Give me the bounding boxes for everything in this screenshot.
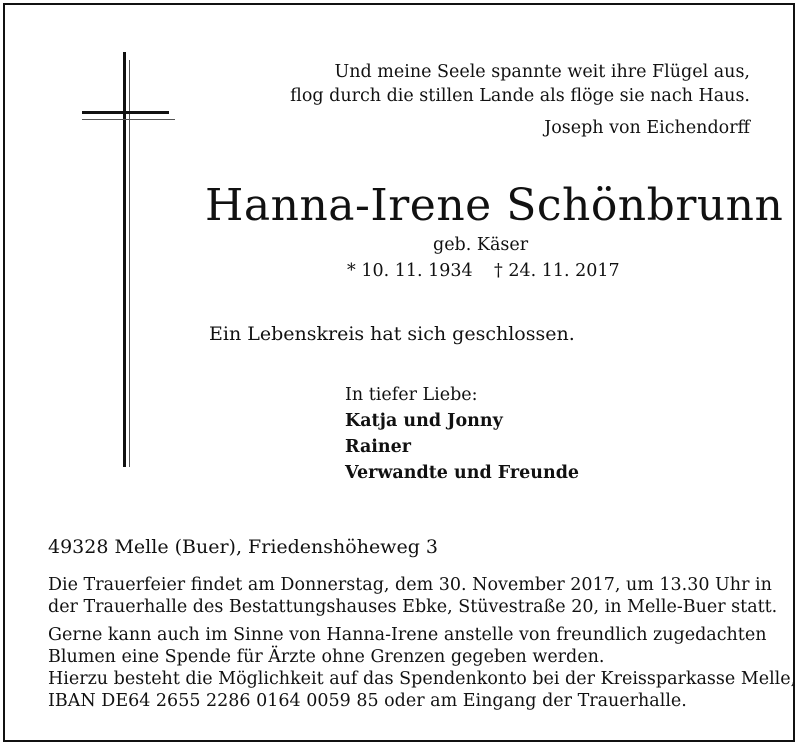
quote-author: Joseph von Eichendorff bbox=[544, 118, 750, 138]
statement: Ein Lebenskreis hat sich geschlossen. bbox=[209, 323, 575, 345]
quote-line-2: flog durch die stillen Lande als flöge sie nach Haus. bbox=[290, 86, 750, 106]
mourner-name: Rainer bbox=[345, 437, 412, 457]
death-date: † 24. 11. 2017 bbox=[494, 261, 620, 281]
quote-line-1: Und meine Seele spannte weit ihre Flügel aus, bbox=[334, 62, 750, 82]
mourners-intro: In tiefer Liebe: bbox=[345, 385, 478, 405]
donation-line: IBAN DE64 2655 2286 0164 0059 85 oder am Eingang der Trauerhalle. bbox=[48, 691, 687, 711]
birth-date: * 10. 11. 1934 bbox=[347, 261, 473, 281]
funeral-line: der Trauerhalle des Bestattungshauses Ebke, Stüvestraße 20, in Melle-Buer statt. bbox=[48, 597, 778, 617]
funeral-line: Die Trauerfeier findet am Donnerstag, dem 30. November 2017, um 13.30 Uhr in bbox=[48, 575, 772, 595]
maiden-name: geb. Käser bbox=[433, 235, 529, 255]
donation-line: Hierzu besteht die Möglichkeit auf das Spendenkonto bei der Kreissparkasse Melle, bbox=[48, 669, 797, 689]
donation-info bbox=[48, 624, 796, 712]
address: 49328 Melle (Buer), Friedenshöheweg 3 bbox=[48, 536, 438, 558]
mourner-name: Katja und Jonny bbox=[345, 411, 503, 431]
deceased-name: Hanna-Irene Schönbrunn bbox=[205, 180, 784, 231]
donation-line: Blumen eine Spende für Ärzte ohne Grenzen gegeben werden. bbox=[48, 647, 605, 667]
donation-line: Gerne kann auch im Sinne von Hanna-Irene anstelle von freundlich zugedachten bbox=[48, 625, 767, 645]
funeral-info bbox=[48, 574, 777, 618]
mourner-name: Verwandte und Freunde bbox=[345, 463, 580, 483]
